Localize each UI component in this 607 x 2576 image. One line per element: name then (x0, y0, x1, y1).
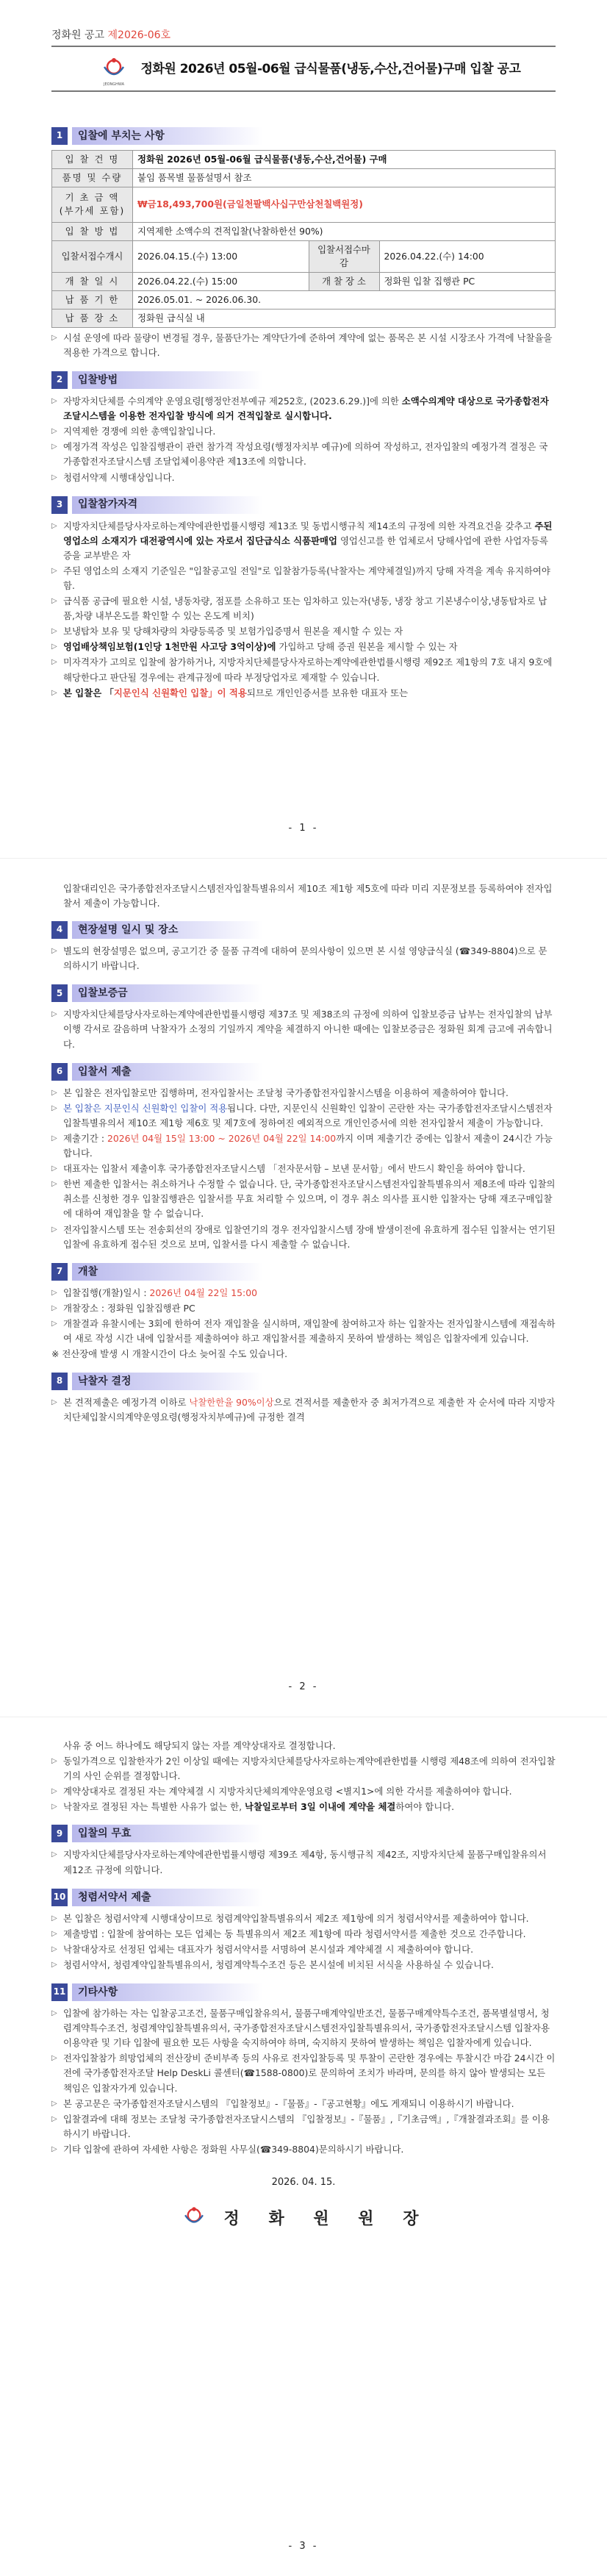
section-2: 2 입찰방법 ▷ 자방자치단체를 수의계약 운영요령[행정안전부예규 제252호, (2023.6.29.)]에 의한 소액수의계약 대상으로 국가종합전자조달시스템을 이용한 전자입찰 방식에 의거 견적입찰로 실시합니다. ▷ 지역제한 경쟁에 의한 총액입찰입니다. ▷ 예정가격 작성은 입찰집행관이 관련 참가격 작성요령(행정자치부 예규)에 의하여 작성하고, 전자입찰의 예정가격 결정은 국가종합전자조달시스템 조달업체이용약관 제13조에 의합니다. ▷ 청렴서약제 시행대상입니다. (51, 371, 556, 485)
section-title: 입찰에 부치는 사항 (72, 127, 263, 145)
jeonghwawon-logo-icon (177, 2200, 211, 2239)
section-1: 1 입찰에 부치는 사항 입 찰 건 명 정화원 2026년 05월-06월 급식물품(냉동,수산,건어물) 구매 품명 및 수량 붙임 품목별 물품설명서 참조 기 초 금 액 (부가세 포함) ₩금18,493,700원(금일천팔백사십구만삼천칠백원정) 입 찰 방 법 지역제한 소액수의 견적입찰(낙찰하한선 90%) 입찰서접수개시 2026.04.15.(수) 13:00 입찰서접수마감 2026.04.22.(수) 14:00 개 찰 일 시 2026.04.22.(수) 15:00 개 찰 장 소 정화원 입찰 집행관 PC 납 품 기 한 2026.05.01. ~ 2026.06.30. 납 품 장 소 정화원 급식실 내 ▷ 시설 운영에 따라 물량이 변경될 경우, 물품단가는 계약단가에 준하여 계약에 없는 품목은 본 시설 시장조사 가격에 낙찰율을 적용한 가격으로 합니다. (51, 126, 556, 360)
page-number: - 2 - (288, 1681, 319, 1693)
section-4: 4 현장설명 일시 및 장소 ▷ 별도의 현장설명은 없으며, 공고기간 중 물품 규격에 대하여 문의사항이 있으면 본 시설 영양급식실 (☎349-8804)으로 문의하시기 바랍니다. (51, 920, 556, 973)
page-1 (0, 0, 607, 859)
issuer-name: 정 화 원 원 장 (223, 2210, 431, 2229)
page-number: - 3 - (288, 2541, 319, 2552)
jeonghwawon-logo-icon (94, 49, 134, 89)
issuer-signature (51, 2200, 556, 2239)
section-10: 10 청렴서약서 제출 ▷ 본 입찰은 청렴서약제 시행대상이므로 청렴계약입찰특별유의서 제2조 제1항에 의거 청렴서약서를 제출하여야 합니다. ▷ 제출방법 : 입찰에 참여하는 모든 업체는 동 특별유의서 제2조 제1항에 따라 청렴서약서를 제출한 것으로 간주합니다. ▷ 낙찰대상자로 선정된 업체는 대표자가 청렴서약서를 서명하여 본시설과 계약체결 시 제출하여야 합니다. ▷ 청렴서약서, 청렴계약입찰특별유의서, 청렴계약특수조건 등은 본시설에 비치된 서식을 사용하실 수 있습니다. (51, 1888, 556, 1972)
page-2: 입찰대리인은 국가종합전자조달시스템전자입찰특별유의서 제10조 제1항 제5호에 따라 미리 지문정보를 등록하여야 전자입찰서 제출이 가능합니다. 4 현장설명 일시 및 장소 ▷ 별도의 현장설명은 없으며, 공고기간 중 물품 규격에 대하여 문의사항이 있으면 본 시설 영양급식실 (☎349-8804)으로 문의하시기 바랍니다. 5 입찰보증금 ▷ 지방자치단체를당사자로하는계약에관한법률시행령 제37조 및 제38조의 규정에 의하여 입찰보증금 납부는 전자입찰의 납부이행 각서로 갈음하며 낙찰자가 소정의 기일까지 계약을 체결하지 아니한 때에는 입찰보증금은 정화원 회계 금고에 귀속합니다. 6 입찰서 제출 ▷ 본 입찰은 전자입찰로만 집행하며, 전자입찰서는 조달청 국가종합전자입찰시스템을 이용하여 제출하여야 합니다. ▷ 본 입찰은 지문인식 신원확인 입찰이 적용됩니다. 다만, 지문인식 신원확인 입찰이 곤란한 자는 국가종합전자조달시스템전자입찰특별유의서 제10조 제1항 제6호 및 제7호에 정하여진 예외적으로 개인인증서에 의한 전자입찰서 제출이 가능합니다. ▷ 제출기간 : 2026년 04월 15일 13:00 ~ 2026년 04월 22일 14:00까지 이며 제출기간 중에는 입찰서 제출이 24시간 가능합니다. ▷ 대표자는 입찰서 제출이후 국가종합전자조달시스템 「전자문서함 – 보낸 문서함」에서 반드시 확인을 하여야 합니다. ▷ 한번 제출한 입찰서는 취소하거나 수정할 수 없습니다. 단, 국가종합전자조달시스템전자입찰특별유의서 제8조에 따라 입찰의 취소를 신청한 경우 입찰집행관은 입찰서를 무효 처리할 수 있으며, 이 경우 취소 의사를 표시한 입찰자는 당해 재조구매입찰에 대하여 재입찰을 할 수 없습니다. ▷ 전자입찰시스템 또는 전송회선의 장애로 입찰연기의 경우 전자입찰시스템 장애 발생이전에 유효하게 접수된 입찰서는 연기된 입찰에 유효하게 접수된 것으로 보며, 입찰서를 다시 제출할 수 없습니다. 7 개찰 ▷ 입찰집행(개찰)일시 : 2026년 04월 22일 15:00 ▷ 개찰장소 : 정화원 입찰집행관 PC ▷ 개찰결과 유찰시에는 3회에 한하여 전자 재입찰을 실시하며, 재입찰에 참여하고자 하는 입찰자는 전자입찰시스템에 재접속하여 새로 작성 시간 내에 입찰서를 제출하여야 하고 재입찰서를 제출하지 못하여 발생하는 책임은 입찰자에게 있습니다. ※ 전산장애 발생 시 개찰시간이 다소 늦어질 수도 있습니다. 8 낙찰자 결정 ▷ 본 견적제출은 예정가격 이하로 낙찰한한율 90%이상으로 견적서를 제출한자 중 최저가격으로 제출한 자 순서에 따라 지방자치단체입찰시의계약운영요령(행정자치부예규)에 규정한 결격 - 2 - (0, 859, 607, 1717)
section-9: 9 입찰의 무효 ▷ 지방자치단체를당사자로하는계약에관한법률시행령 제39조 제4항, 동시행규칙 제42조, 지방자치단체 물품구매입찰유의서 제12조 규정에 의합니다. (51, 1824, 556, 1877)
page-number: - 1 - (288, 823, 319, 834)
document-title: 정화원 2026년 05월-06월 급식물품(냉동,수산,건어물)구매 입찰 공고 (140, 61, 521, 76)
section-8: 8 낙찰자 결정 ▷ 본 견적제출은 예정가격 이하로 낙찰한한율 90%이상으로 견적서를 제출한자 중 최저가격으로 제출한 자 순서에 따라 지방자치단체입찰시의계약운영요령(행정자치부예규)에 규정한 결격 (51, 1372, 556, 1425)
page-3: 사유 중 어느 하나에도 해당되지 않는 자를 계약상대자로 결정합니다. ▷ 동일가격으로 입찰한자가 2인 이상일 때에는 지방자치단체를당사자로하는계약에관한법률 시행령 제48조에 의하여 전자입찰기의 사인 순위를 결정합니다. ▷ 계약상대자로 결정된 자는 계약체결 시 지방자치단체의계약운영요령 <별지1>에 의한 각서를 제출하여야 합니다. ▷ 낙찰자로 결정된 자는 특별한 사유가 없는 한, 낙찰일로부터 3일 이내에 계약을 체결하여야 합니다. 9 입찰의 무효 ▷ 지방자치단체를당사자로하는계약에관한법률시행령 제39조 제4항, 동시행규칙 제42조, 지방자치단체 물품구매입찰유의서 제12조 규정에 의합니다. 10 청렴서약서 제출 ▷ 본 입찰은 청렴서약제 시행대상이므로 청렴계약입찰특별유의서 제2조 제1항에 의거 청렴서약서를 제출하여야 합니다. ▷ 제출방법 : 입찰에 참여하는 모든 업체는 동 특별유의서 제2조 제1항에 따라 청렴서약서를 제출한 것으로 간주합니다. ▷ 낙찰대상자로 선정된 업체는 대표자가 청렴서약서를 서명하여 본시설과 계약체결 시 제출하여야 합니다. ▷ 청렴서약서, 청렴계약입찰특별유의서, 청렴계약특수조건 등은 본시설에 비치된 서식을 사용하실 수 있습니다. 11 기타사항 ▷ 입찰에 참가하는 자는 입찰공고조건, 물품구매입찰유의서, 물품구매계약일반조건, 물품구매계약특수조건, 품목별설명서, 청렴계약특수조건, 청렴계약입찰특별유의서, 국가종합전자조달시스템전자입찰특별유의서, 국가종합전자조달시스템 입찰자용 이용약관 및 기타 입찰에 필요한 모든 사항을 숙지하여야 하며, 숙지하지 못하여 발생하는 책임은 입찰자에게 있습니다. ▷ 전자입찰참가 희망업체의 전산장비 준비부족 등의 사유로 전자입찰등록 및 투찰이 곤란한 경우에는 투찰시간 마감 24시간 이전에 국가종합전자조달 Help DeskLi 콜센터(☎1588-0800)로 문의하여 조치가 바라며, 문의를 하지 않아 발생되는 모든 책임은 입찰자가게 있습니다. ▷ 본 공고문은 국가종합전자조달시스템의 『입찰정보』-『물품』-『공고현황』에도 게재되니 이용하시기 바랍니다. ▷ 입찰결과에 대해 정보는 조달청 국가종합전자조달시스템의 『입찰정보』-『물품』,『기초금액』,『개찰결과조회』를 이용하시기 바랍니다. ▷ 기타 입찰에 관하여 자세한 사항은 정화원 사무실(☎349-8804)문의하시기 바랍니다. 2026. 04. 15. 정 화 원 원 장 - 3 - (0, 1717, 607, 2576)
notice-number: 정화원 공고 제2026-06호 (51, 29, 171, 41)
section-3: 3 입찰참가자격 ▷ 지방자치단체를당사자로하는계약에관한법률시행령 제13조 및 동법시행규칙 제14조의 규정에 의한 자격요건을 갖추고 주된 영업소의 소재지가 대전광역시에 있는 자로서 집단급식소 식품판매업 영업신고를 한 업체로서 당해사업에 관한 사업자등록증을 교부받은 자 ▷ 주된 영업소의 소재지 기준일은 "입찰공고일 전일"로 입찰참가등록(낙찰자는 계약체결일)까지 당해 자격을 계속 유지하여야 함. ▷ 급식품 공급에 필요한 시설, 냉동차량, 점포를 소유하고 또는 임차하고 있는자(냉동, 냉장 창고 기본냉수이상,냉동탑차로 납품,차량 내부온도를 확인할 수 있는 온도계 비치) ▷ 보냉탑차 보유 및 당해차량의 차량등록증 및 보험가입증명서 원본을 제시할 수 있는 자 ▷ 영업배상책임보험(1인당 1천만원 사고당 3억이상)에 가입하고 당해 증권 원본을 제시할 수 있는 자 ▷ 미자격자가 고의로 입찰에 참가하거나, 지방자치단체를당사자로하는계약에관한법률시행령 제92조 제1항의 7호 내지 9호에 해당한다고 판단될 경우에는 관계규정에 따라 부정당업자로 제재할 수 있습니다. ▷ 본 입찰은 「지문인식 신원확인 입찰」이 적용되므로 개인인증서를 보유한 대표자 또는 (51, 495, 556, 701)
section-11: 11 기타사항 ▷ 입찰에 참가하는 자는 입찰공고조건, 물품구매입찰유의서, 물품구매계약일반조건, 물품구매계약특수조건, 품목별설명서, 청렴계약특수조건, 청렴계약입찰특별유의서, 국가종합전자조달시스템전자입찰특별유의서, 국가종합전자조달시스템 입찰자용 이용약관 및 기타 입찰에 필요한 모든 사항을 숙지하여야 하며, 숙지하지 못하여 발생하는 책임은 입찰자에게 있습니다. ▷ 전자입찰참가 희망업체의 전산장비 준비부족 등의 사유로 전자입찰등록 및 투찰이 곤란한 경우에는 투찰시간 마감 24시간 이전에 국가종합전자조달 Help DeskLi 콜센터(☎1588-0800)로 문의하여 조치가 바라며, 문의를 하지 않아 발생되는 모든 책임은 입찰자가게 있습니다. ▷ 본 공고문은 국가종합전자조달시스템의 『입찰정보』-『물품』-『공고현황』에도 게재되니 이용하시기 바랍니다. ▷ 입찰결과에 대해 정보는 조달청 국가종합전자조달시스템의 『입찰정보』-『물품』,『기초금액』,『개찰결과조회』를 이용하시기 바랍니다. ▷ 기타 입찰에 관하여 자세한 사항은 정화원 사무실(☎349-8804)문의하시기 바랍니다. (51, 1983, 556, 2157)
bid-info-table: 입 찰 건 명 정화원 2026년 05월-06월 급식물품(냉동,수산,건어물) 구매 품명 및 수량 붙임 품목별 물품설명서 참조 기 초 금 액 (부가세 포함) ₩금18,493,700원(금일천팔백사십구만삼천칠백원정) 입 찰 방 법 지역제한 소액수의 견적입찰(낙찰하한선 90%) 입찰서접수개시 2026.04.15.(수) 13:00 입찰서접수마감 2026.04.22.(수) 14:00 개 찰 일 시 2026.04.22.(수) 15:00 개 찰 장 소 정화원 입찰 집행관 PC 납 품 기 한 2026.05.01. ~ 2026.06.30. 납 품 장 소 정화원 급식실 내 (51, 150, 556, 328)
notice-date: 2026. 04. 15. (271, 2176, 336, 2188)
section-6: 6 입찰서 제출 ▷ 본 입찰은 전자입찰로만 집행하며, 전자입찰서는 조달청 국가종합전자입찰시스템을 이용하여 제출하여야 합니다. ▷ 본 입찰은 지문인식 신원확인 입찰이 적용됩니다. 다만, 지문인식 신원확인 입찰이 곤란한 자는 국가종합전자조달시스템전자입찰특별유의서 제10조 제1항 제6호 및 제7호에 정하여진 예외적으로 개인인증서에 의한 전자입찰서 제출이 가능합니다. ▷ 제출기간 : 2026년 04월 15일 13:00 ~ 2026년 04월 22일 14:00까지 이며 제출기간 중에는 입찰서 제출이 24시간 가능합니다. ▷ 대표자는 입찰서 제출이후 국가종합전자조달시스템 「전자문서함 – 보낸 문서함」에서 반드시 확인을 하여야 합니다. ▷ 한번 제출한 입찰서는 취소하거나 수정할 수 없습니다. 단, 국가종합전자조달시스템전자입찰특별유의서 제8조에 따라 입찰의 취소를 신청한 경우 입찰집행관은 입찰서를 무효 처리할 수 있으며, 이 경우 취소 의사를 표시한 입찰자는 당해 재조구매입찰에 대하여 재입찰을 할 수 없습니다. ▷ 전자입찰시스템 또는 전송회선의 장애로 입찰연기의 경우 전자입찰시스템 장애 발생이전에 유효하게 접수된 입찰서는 연기된 입찰에 유효하게 접수된 것으로 보며, 입찰서를 다시 제출할 수 없습니다. (51, 1062, 556, 1252)
section-5: 5 입찰보증금 ▷ 지방자치단체를당사자로하는계약에관한법률시행령 제37조 및 제38조의 규정에 의하여 입찰보증금 납부는 전자입찰의 납부이행 각서로 갈음하며 낙찰자가 소정의 기일까지 계약을 체결하지 아니한 때에는 입찰보증금은 정화원 회계 금고에 귀속합니다. (51, 984, 556, 1051)
svg-text:JEONGHWA: JEONGHWA (103, 82, 124, 87)
section-7: 7 개찰 ▷ 입찰집행(개찰)일시 : 2026년 04월 22일 15:00 ▷ 개찰장소 : 정화원 입찰집행관 PC ▷ 개찰결과 유찰시에는 3회에 한하여 전자 재입찰을 실시하며, 재입찰에 참여하고자 하는 입찰자는 전자입찰시스템에 재접속하여 새로 작성 시간 내에 입찰서를 제출하여야 하고 재입찰서를 제출하지 못하여 발생하는 책임은 입찰자에게 있습니다. ※ 전산장애 발생 시 개찰시간이 다소 늦어질 수도 있습니다. (51, 1262, 556, 1362)
title-bar (51, 46, 556, 93)
